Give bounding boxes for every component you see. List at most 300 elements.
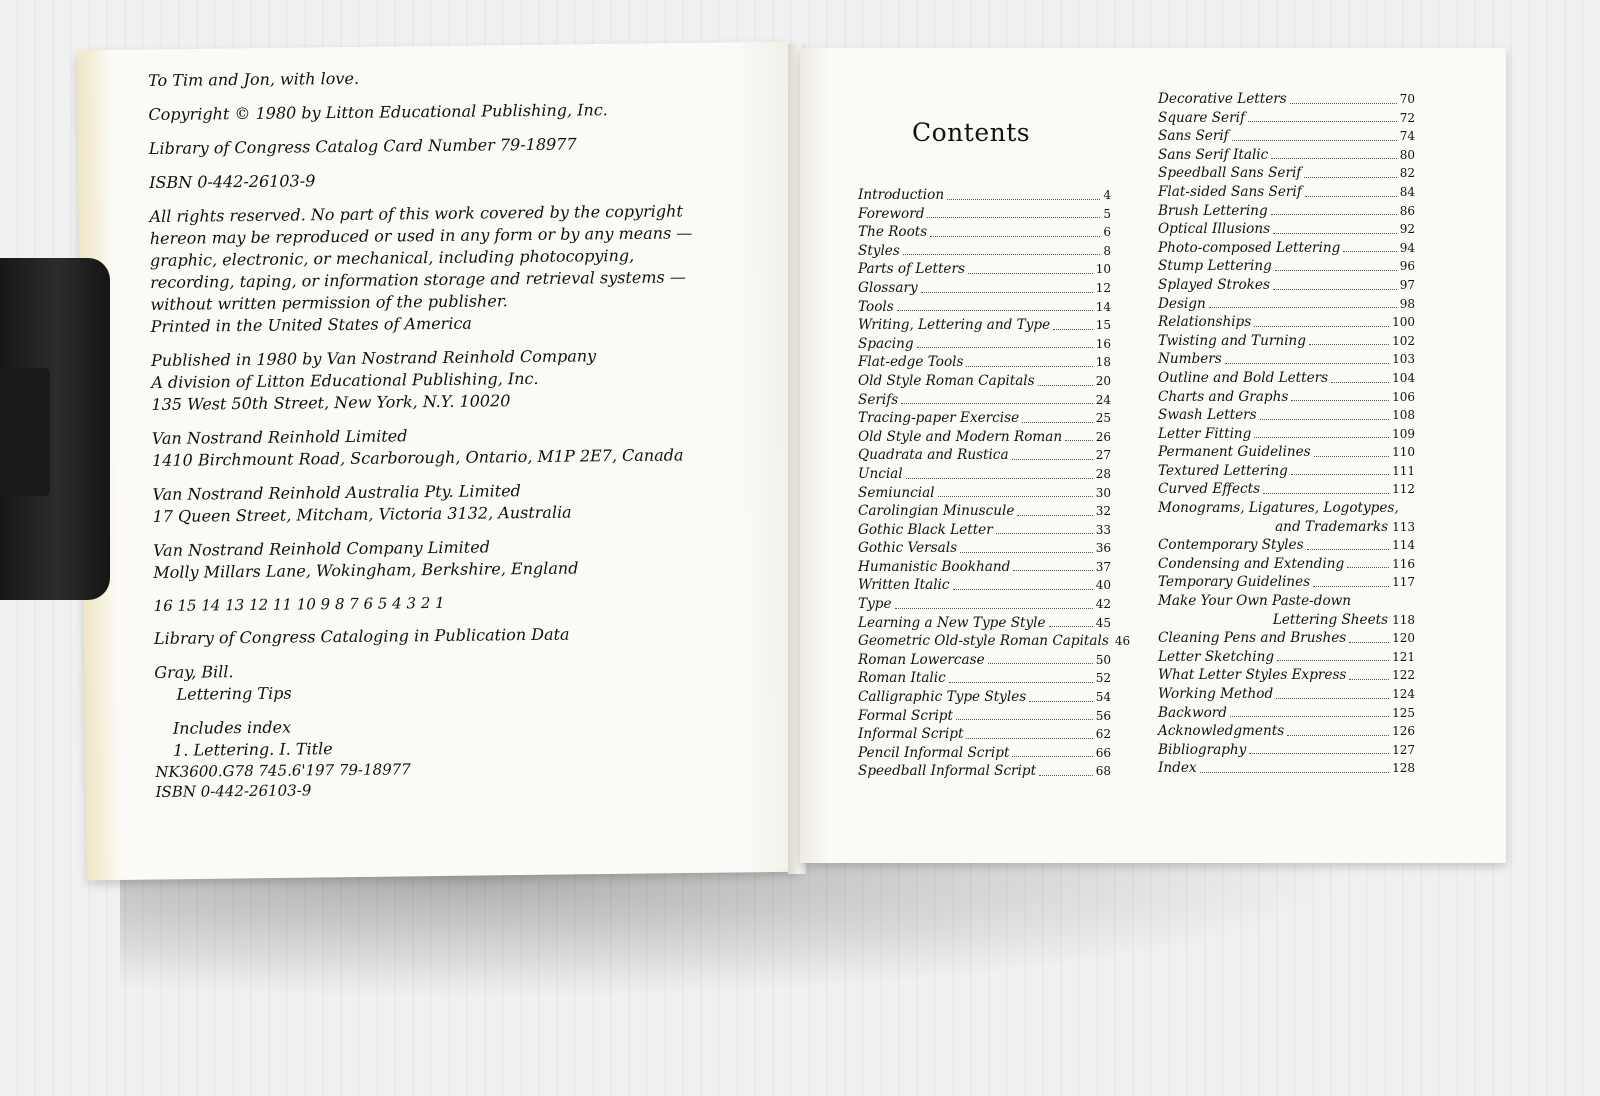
- toc-leader-dots: [1349, 679, 1389, 680]
- toc-entry-page: 100: [1392, 315, 1415, 330]
- toc-entry-title: Humanistic Bookhand: [858, 558, 1011, 575]
- dedication: To Tim and Jon, with love.: [148, 68, 360, 90]
- toc-entry-page: 98: [1399, 296, 1415, 311]
- toc-entry: [858, 669, 1111, 688]
- toc-entry: [858, 744, 1111, 763]
- toc-entry: [1158, 313, 1415, 332]
- toc-entry-page: 50: [1095, 652, 1111, 667]
- toc-entry-page: 110: [1392, 445, 1415, 460]
- toc-entry-title: Writing, Lettering and Type: [858, 317, 1051, 334]
- toc-entry: [858, 223, 1111, 242]
- toc-entry-page: 102: [1392, 333, 1415, 348]
- toc-entry: [1158, 536, 1415, 555]
- toc-entry-title: Cleaning Pens and Brushes: [1158, 630, 1347, 647]
- toc-entry-page: 74: [1399, 129, 1415, 144]
- toc-leader-dots: [968, 273, 1093, 274]
- toc-entry: [858, 372, 1111, 391]
- toc-entry-page: 54: [1095, 690, 1111, 705]
- toc-entry: [858, 651, 1111, 670]
- toc-entry: [858, 484, 1111, 503]
- toc-entry: [858, 242, 1111, 261]
- toc-entry: [1158, 704, 1415, 723]
- toc-entry-title: Flat-sided Sans Serif: [1158, 183, 1302, 200]
- toc-entry: [858, 521, 1111, 540]
- toc-entry-page: 80: [1399, 147, 1415, 162]
- toc-leader-dots: [960, 552, 1093, 553]
- toc-entry-title: Formal Script: [858, 707, 953, 724]
- toc-leader-dots: [930, 236, 1100, 237]
- toc-entry-page: 108: [1392, 408, 1415, 423]
- toc-leader-dots: [1271, 158, 1396, 159]
- toc-leader-dots: [1200, 772, 1390, 773]
- toc-entry-page: 96: [1399, 259, 1415, 274]
- rights-line: recording, taping, or information storage and retrieval systems —: [150, 267, 686, 292]
- toc-entry-title: Tools: [858, 298, 894, 315]
- address-line: Van Nostrand Reinhold Australia Pty. Limited: [152, 481, 521, 504]
- toc-leader-dots: [1307, 549, 1390, 550]
- toc-leader-dots: [1276, 698, 1389, 699]
- toc-entry-page: 72: [1399, 110, 1415, 125]
- toc-leader-dots: [1012, 459, 1093, 460]
- toc-entry-page: 6: [1103, 225, 1111, 240]
- toc-entry-title: Foreword: [858, 205, 925, 222]
- toc-leader-dots: [966, 366, 1092, 367]
- toc-leader-dots: [1053, 329, 1093, 330]
- toc-entry: [858, 595, 1111, 614]
- book-title: Lettering Tips: [176, 683, 292, 704]
- toc-entry-page: 27: [1095, 448, 1111, 463]
- toc-entry-title: Learning a New Type Style: [858, 614, 1046, 631]
- toc-entry-page: 125: [1392, 705, 1415, 720]
- toc-leader-dots: [1347, 567, 1389, 568]
- toc-entry-title: Geometric Old-style Roman Capitals: [858, 633, 1109, 650]
- toc-entry-page: 46: [1114, 634, 1131, 649]
- toc-entry-page: 25: [1095, 411, 1111, 426]
- uk-address: [153, 534, 713, 584]
- toc-entry-page: 127: [1392, 742, 1415, 757]
- toc-entry-title: Backword: [1158, 704, 1227, 721]
- toc-entry-page: 113: [1392, 519, 1415, 534]
- toc-entry-title: Make Your Own Paste-down: [1158, 593, 1352, 610]
- toc-entry-page: 26: [1095, 429, 1111, 444]
- toc-leader-dots: [1343, 251, 1396, 252]
- toc-leader-dots: [1248, 121, 1397, 122]
- toc-entry-title: Outline and Bold Letters: [1158, 369, 1329, 386]
- toc-entry-title: Relationships: [1158, 314, 1252, 331]
- toc-entry-title: Parts of Letters: [858, 261, 965, 278]
- toc-entry-page: 94: [1399, 240, 1415, 255]
- toc-entry-page: 36: [1095, 541, 1111, 556]
- toc-entry: [1158, 462, 1415, 481]
- toc-entry-title: Letter Sketching: [1158, 648, 1275, 665]
- toc-entry-page: 114: [1392, 538, 1415, 553]
- toc-entry-title: Splayed Strokes: [1158, 276, 1270, 293]
- toc-leader-dots: [1304, 177, 1396, 178]
- toc-entry-title: Serifs: [858, 391, 899, 408]
- toc-entry: [1158, 741, 1415, 760]
- toc-entry-title: Permanent Guidelines: [1158, 444, 1311, 461]
- toc-leader-dots: [917, 347, 1093, 348]
- classification: NK3600.G78 745.6'197 79-18977: [155, 760, 411, 781]
- toc-leader-dots: [1029, 701, 1092, 702]
- rights-line: Printed in the United States of America: [150, 313, 472, 336]
- toc-entry-title: Swash Letters: [1158, 407, 1257, 424]
- toc-entry-title: Square Serif: [1158, 109, 1245, 126]
- toc-entry-title: Charts and Graphs: [1158, 388, 1289, 405]
- toc-leader-dots: [1012, 756, 1092, 757]
- canada-address: [152, 422, 712, 472]
- toc-leader-dots: [895, 608, 1093, 609]
- toc-entry: [858, 539, 1111, 558]
- toc-entry-title-continued: and Trademarks: [1275, 518, 1389, 535]
- binder-clip-arm: [0, 368, 50, 496]
- rights-line: without written permission of the publisher.: [150, 291, 508, 314]
- toc-entry-page: 32: [1095, 504, 1111, 519]
- toc-entry-page: 128: [1392, 761, 1415, 776]
- toc-leader-dots: [1017, 515, 1092, 516]
- toc-entry-page: 10: [1095, 262, 1111, 277]
- toc-entry-page: 33: [1095, 522, 1111, 537]
- toc-entry-page: 16: [1095, 336, 1111, 351]
- toc-entry-title: Uncial: [858, 465, 903, 482]
- toc-leader-dots: [966, 738, 1092, 739]
- rights-line: hereon may be reproduced or used in any form or by any means —: [149, 223, 693, 248]
- toc-entry-page: 37: [1095, 559, 1111, 574]
- toc-entry-title: Contemporary Styles: [1158, 537, 1304, 554]
- toc-entry: [1158, 220, 1415, 239]
- toc-entry-page: 70: [1399, 92, 1415, 106]
- toc-entry-page: 45: [1095, 615, 1111, 630]
- toc-entry-title: Tracing-paper Exercise: [858, 410, 1020, 427]
- toc-entry-title: Roman Italic: [858, 670, 946, 687]
- toc-leader-dots: [996, 533, 1093, 534]
- toc-entry-title: Quadrata and Rustica: [858, 447, 1009, 464]
- toc-entry: [858, 632, 1131, 651]
- includes-index: Includes index: [172, 717, 292, 738]
- toc-entry-page: 56: [1095, 708, 1111, 723]
- toc-entry: [858, 446, 1111, 465]
- toc-leader-dots: [1022, 422, 1093, 423]
- toc-entry-title: Acknowledgments: [1158, 723, 1285, 740]
- toc-entry: [1158, 90, 1415, 109]
- toc-leader-dots: [1013, 570, 1092, 571]
- cip-title: Library of Congress Cataloging in Publication Data: [153, 624, 570, 648]
- toc-entry-title: Glossary: [858, 279, 918, 296]
- toc-entry-title: Roman Lowercase: [858, 651, 985, 668]
- toc-entry-page: 86: [1399, 203, 1415, 218]
- contents-column-2: [1158, 90, 1415, 778]
- toc-entry-title: Speedball Informal Script: [858, 763, 1037, 780]
- toc-entry-title: Condensing and Extending: [1158, 555, 1345, 572]
- toc-entry: [1158, 202, 1415, 221]
- toc-entry-page: 116: [1392, 556, 1415, 571]
- toc-leader-dots: [1313, 586, 1389, 587]
- copyright-page-text: [148, 64, 716, 802]
- toc-entry-page: 4: [1103, 188, 1111, 202]
- toc-entry-page: 28: [1095, 466, 1111, 481]
- toc-leader-dots: [1049, 626, 1093, 627]
- toc-leader-dots: [953, 589, 1093, 590]
- toc-entry-page: 118: [1392, 612, 1415, 627]
- toc-entry-page: 84: [1399, 184, 1415, 199]
- toc-entry-title: Numbers: [1158, 351, 1222, 368]
- toc-entry-title: Spacing: [858, 335, 914, 352]
- toc-entry: [1158, 629, 1415, 648]
- rights-statement: [149, 200, 710, 338]
- toc-entry-title: Sans Serif Italic: [1158, 146, 1269, 163]
- toc-entry-title: Informal Script: [858, 726, 964, 743]
- toc-entry-title: Styles: [858, 242, 900, 259]
- toc-leader-dots: [1287, 735, 1389, 736]
- toc-entry: [1158, 276, 1415, 295]
- toc-entry-title: Temporary Guidelines: [1158, 574, 1311, 591]
- toc-entry: [858, 205, 1111, 224]
- subjects: 1. Lettering. I. Title: [173, 739, 333, 760]
- toc-entry: [1158, 648, 1415, 667]
- toc-entry-page: 106: [1392, 389, 1415, 404]
- toc-entry-page: 52: [1095, 671, 1111, 686]
- toc-entry: [858, 502, 1111, 521]
- toc-entry: [1158, 146, 1415, 165]
- toc-entry-page: 5: [1103, 206, 1111, 221]
- toc-entry: [858, 558, 1111, 577]
- toc-leader-dots: [1275, 270, 1397, 271]
- toc-entry: [1158, 666, 1415, 685]
- toc-entry-title: Letter Fitting: [1158, 425, 1252, 442]
- toc-entry-page: 24: [1095, 392, 1111, 407]
- toc-entry: [1158, 406, 1415, 425]
- toc-entry: [1158, 164, 1415, 183]
- toc-leader-dots: [1273, 233, 1397, 234]
- toc-entry: [1158, 480, 1415, 499]
- toc-entry-title: Index: [1158, 760, 1197, 777]
- toc-leader-dots: [988, 663, 1093, 664]
- toc-entry-page: 18: [1095, 355, 1111, 370]
- toc-entry-page: 109: [1392, 426, 1415, 441]
- toc-leader-dots: [1314, 456, 1390, 457]
- toc-entry: [1158, 295, 1415, 314]
- toc-leader-dots: [927, 217, 1100, 218]
- toc-leader-dots: [1309, 344, 1389, 345]
- toc-entry: [858, 298, 1111, 317]
- toc-entry-title: Calligraphic Type Styles: [858, 689, 1027, 706]
- toc-entry-title: Speedball Sans Serif: [1158, 165, 1302, 182]
- toc-entry: [858, 428, 1111, 447]
- toc-leader-dots: [1271, 214, 1397, 215]
- toc-leader-dots: [947, 199, 1100, 200]
- publisher-line: 135 West 50th Street, New York, N.Y. 10020: [151, 391, 511, 414]
- toc-leader-dots: [949, 682, 1093, 683]
- catalog-card-number: Library of Congress Catalog Card Number 79-18977: [148, 134, 577, 158]
- isbn-bottom: ISBN 0-442-26103-9: [155, 781, 312, 801]
- address-line: Van Nostrand Reinhold Company Limited: [152, 537, 490, 560]
- toc-leader-dots: [921, 292, 1093, 293]
- toc-entry: [1158, 685, 1415, 704]
- toc-leader-dots: [1225, 363, 1389, 364]
- toc-entry-title: Carolingian Minuscule: [858, 503, 1015, 520]
- toc-entry-page: 104: [1392, 370, 1415, 385]
- toc-entry-page: 68: [1095, 764, 1111, 779]
- publisher-line: Published in 1980 by Van Nostrand Reinhold Company: [150, 346, 597, 370]
- toc-entry: [858, 335, 1111, 354]
- toc-leader-dots: [903, 254, 1101, 255]
- toc-leader-dots: [1273, 289, 1397, 290]
- toc-entry-title: Flat-edge Tools: [858, 354, 964, 371]
- toc-leader-dots: [1263, 493, 1389, 494]
- toc-entry: [858, 576, 1111, 595]
- toc-entry: [1158, 425, 1415, 444]
- toc-entry-page: 15: [1095, 318, 1111, 333]
- toc-leader-dots: [1305, 196, 1397, 197]
- toc-entry: [858, 316, 1111, 335]
- toc-entry: [1158, 573, 1415, 592]
- toc-entry-page: 103: [1392, 352, 1415, 367]
- toc-entry-title: The Roots: [858, 224, 928, 241]
- toc-entry-title: Optical Illusions: [1158, 221, 1271, 238]
- toc-leader-dots: [1254, 326, 1389, 327]
- toc-leader-dots: [1291, 400, 1389, 401]
- toc-entry-title: Monograms, Ligatures, Logotypes,: [1158, 500, 1399, 517]
- contents-column-1: [858, 186, 1131, 781]
- toc-entry-page: 97: [1399, 277, 1415, 292]
- toc-leader-dots: [897, 310, 1093, 311]
- toc-entry-title: Brush Lettering: [1158, 202, 1268, 219]
- toc-leader-dots: [938, 496, 1093, 497]
- toc-entry: [1158, 109, 1415, 128]
- toc-entry: [858, 279, 1111, 298]
- toc-leader-dots: [1038, 385, 1093, 386]
- toc-entry: [1158, 555, 1415, 574]
- toc-leader-dots: [1065, 440, 1093, 441]
- copyright-notice: Copyright © 1980 by Litton Educational Publishing, Inc.: [148, 100, 608, 124]
- toc-entry-page: 20: [1095, 373, 1111, 388]
- toc-leader-dots: [1291, 474, 1389, 475]
- contents-heading: Contents: [912, 118, 1031, 147]
- printing-line: 16 15 14 13 12 11 10 9 8 7 6 5 4 3 2 1: [153, 593, 445, 615]
- toc-entry: [1158, 332, 1415, 351]
- toc-entry-page: 120: [1392, 631, 1415, 646]
- toc-entry-title: Written Italic: [858, 577, 950, 594]
- toc-entry: [1158, 127, 1415, 146]
- toc-entry-page: 8: [1103, 243, 1111, 258]
- toc-entry: [858, 409, 1111, 428]
- toc-leader-dots: [1349, 642, 1389, 643]
- toc-entry: [1158, 350, 1415, 369]
- publisher-block: [151, 344, 712, 416]
- toc-entry: [858, 391, 1111, 410]
- address-line: Molly Millars Lane, Wokingham, Berkshire, England: [153, 558, 579, 582]
- toc-entry: [1158, 443, 1415, 462]
- toc-entry-title: Gothic Versals: [858, 540, 958, 557]
- toc-entry: [1158, 388, 1415, 407]
- toc-entry-title-continued: Lettering Sheets: [1272, 611, 1389, 628]
- toc-entry: [858, 762, 1111, 781]
- toc-leader-dots: [956, 719, 1093, 720]
- isbn-top: ISBN 0-442-26103-9: [149, 171, 316, 192]
- toc-entry-page: 40: [1095, 578, 1111, 593]
- toc-entry: [858, 186, 1111, 205]
- toc-entry-title: Sans Serif: [1158, 128, 1229, 145]
- toc-entry-title: Twisting and Turning: [1158, 332, 1306, 349]
- toc-entry: [858, 707, 1111, 726]
- toc-entry: [1158, 183, 1415, 202]
- toc-entry-page: 122: [1392, 668, 1415, 683]
- toc-entry: [1158, 499, 1415, 536]
- toc-entry-title: Type: [858, 596, 892, 613]
- toc-leader-dots: [1230, 716, 1389, 717]
- toc-entry: [1158, 257, 1415, 276]
- toc-entry: [1158, 722, 1415, 741]
- toc-entry-page: 66: [1095, 745, 1111, 760]
- toc-entry-title: Curved Effects: [1158, 481, 1261, 498]
- rights-line: graphic, electronic, or mechanical, including photocopying,: [149, 245, 635, 270]
- toc-entry-page: 117: [1392, 575, 1415, 590]
- toc-entry-page: 30: [1095, 485, 1111, 500]
- toc-entry-page: 12: [1095, 280, 1111, 295]
- toc-entry-title: Photo-composed Lettering: [1158, 239, 1341, 256]
- toc-entry: [1158, 592, 1415, 629]
- toc-leader-dots: [1290, 103, 1397, 104]
- toc-entry-title: What Letter Styles Express: [1158, 667, 1347, 684]
- toc-entry-page: 42: [1095, 597, 1111, 612]
- toc-entry: [1158, 239, 1415, 258]
- toc-entry-page: 124: [1392, 687, 1415, 701]
- toc-leader-dots: [1249, 753, 1389, 754]
- toc-entry: [858, 725, 1111, 744]
- toc-entry-title: Design: [1158, 295, 1206, 312]
- address-line: Van Nostrand Reinhold Limited: [151, 426, 408, 448]
- toc-entry-title: Gothic Black Letter: [858, 521, 993, 538]
- toc-entry-page: 82: [1399, 166, 1415, 181]
- toc-leader-dots: [1209, 307, 1397, 308]
- toc-leader-dots: [1039, 775, 1093, 776]
- toc-entry-title: Working Method: [1158, 686, 1274, 702]
- author: Gray, Bill.: [154, 662, 234, 682]
- address-line: 1410 Birchmount Road, Scarborough, Ontario, M1P 2E7, Canada: [151, 445, 684, 470]
- toc-entry-title: Pencil Informal Script: [858, 744, 1010, 761]
- toc-entry-page: 126: [1392, 724, 1415, 739]
- toc-entry-page: 92: [1399, 222, 1415, 237]
- toc-entry-title: Bibliography: [1158, 741, 1247, 758]
- toc-entry-title: Introduction: [858, 187, 945, 203]
- toc-entry: [858, 465, 1111, 484]
- publisher-line: A division of Litton Educational Publishing, Inc.: [151, 368, 539, 392]
- toc-entry-title: Decorative Letters: [1158, 91, 1287, 107]
- toc-entry-title: Semiuncial: [858, 484, 935, 501]
- toc-leader-dots: [1254, 437, 1389, 438]
- toc-entry: [858, 614, 1111, 633]
- toc-leader-dots: [906, 478, 1093, 479]
- toc-leader-dots: [901, 403, 1093, 404]
- toc-entry-title: Stump Lettering: [1158, 258, 1272, 275]
- toc-leader-dots: [1260, 419, 1389, 420]
- toc-entry: [1158, 759, 1415, 778]
- toc-entry: [858, 353, 1111, 372]
- toc-entry-page: 121: [1392, 649, 1415, 664]
- rights-line: All rights reserved. No part of this work covered by the copyright: [149, 201, 683, 226]
- australia-address: [152, 478, 712, 528]
- toc-entry: [858, 688, 1111, 707]
- toc-entry-title: Textured Lettering: [1158, 462, 1288, 479]
- toc-entry-page: 111: [1392, 463, 1415, 478]
- toc-entry-page: 14: [1095, 299, 1111, 314]
- toc-entry-page: 112: [1392, 482, 1415, 497]
- toc-entry: [858, 260, 1111, 279]
- toc-entry-title: Old Style Roman Capitals: [858, 372, 1035, 389]
- toc-entry-title: Old Style and Modern Roman: [858, 428, 1063, 445]
- toc-entry-page: 62: [1095, 727, 1111, 742]
- toc-leader-dots: [1331, 382, 1389, 383]
